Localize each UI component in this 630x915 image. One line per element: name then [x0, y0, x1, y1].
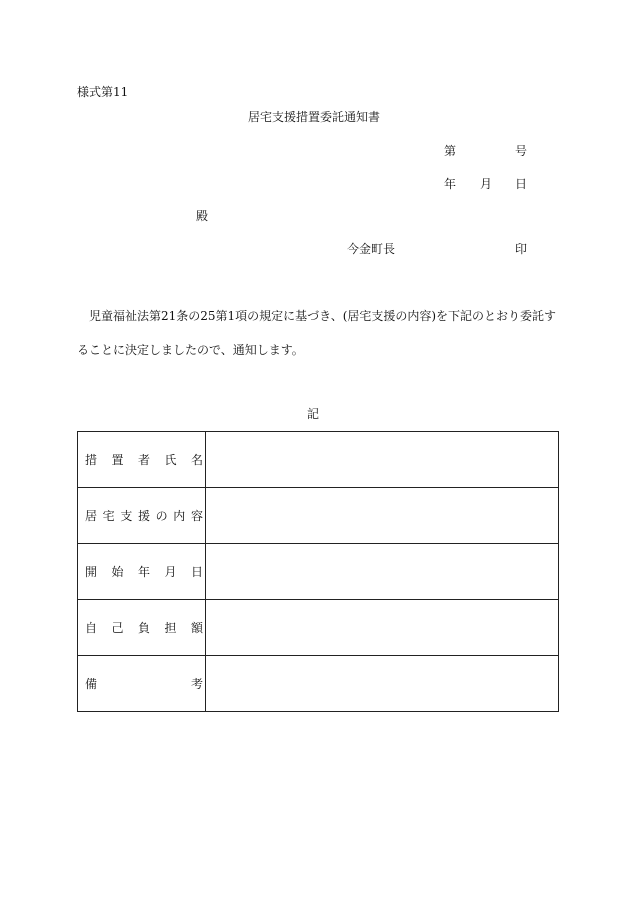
table-row: [78, 488, 559, 544]
row-label-cell: [78, 432, 206, 488]
table-row: [78, 432, 559, 488]
number-prefix: 第: [444, 144, 457, 158]
table-row: [78, 544, 559, 600]
label-char: 月: [164, 565, 177, 579]
document-title: 居宅支援措置委託通知書: [248, 110, 381, 124]
form-number: 様式第11: [77, 85, 129, 99]
issuer-name: 今金町長: [347, 242, 396, 256]
row-label-cell: [78, 488, 206, 544]
number-suffix: 号: [515, 144, 528, 158]
label-char: 容: [190, 509, 203, 523]
row-label-copayment: [85, 619, 203, 636]
table-row: [78, 656, 559, 712]
label-char: 担: [164, 621, 177, 635]
record-heading: 記: [307, 407, 320, 421]
label-char: 措: [85, 453, 98, 467]
body-line-2: ることに決定しましたので、通知します。: [77, 343, 304, 357]
row-value-cell[interactable]: [206, 432, 559, 488]
row-value-cell[interactable]: [206, 656, 559, 712]
row-label-remarks: [85, 675, 203, 692]
body-line-1: 児童福祉法第21条の25第1項の規定に基づき、(居宅支援の内容)を下記のとおり委託す: [89, 309, 557, 323]
label-char: 年: [137, 565, 150, 579]
row-label-cell: [78, 544, 206, 600]
label-char: 負: [137, 621, 150, 635]
row-label-cell: [78, 600, 206, 656]
label-char: 己: [111, 621, 124, 635]
date-day: 日: [515, 177, 528, 191]
row-label-start-date: [85, 563, 203, 580]
label-char: 自: [85, 621, 98, 635]
label-char: の: [155, 509, 168, 523]
label-char: 日: [190, 565, 203, 579]
record-table: [77, 431, 559, 712]
label-char: 始: [111, 565, 124, 579]
row-label-cell: [78, 656, 206, 712]
label-char: 名: [190, 453, 203, 467]
row-value-cell[interactable]: [206, 600, 559, 656]
label-char: 備: [85, 677, 98, 691]
label-char: 額: [190, 621, 203, 635]
table-row: [78, 600, 559, 656]
issuer-seal: 印: [515, 242, 528, 256]
label-char: 内: [173, 509, 186, 523]
label-char: 考: [190, 677, 203, 691]
label-char: 居: [85, 509, 98, 523]
date-year: 年: [444, 177, 457, 191]
label-char: 支: [120, 509, 133, 523]
row-label-support-content: [85, 507, 203, 524]
row-label-measure-target-name: [85, 451, 203, 468]
label-char: 者: [137, 453, 150, 467]
label-char: 宅: [102, 509, 115, 523]
label-char: 氏: [164, 453, 177, 467]
label-char: 置: [111, 453, 124, 467]
label-char: 開: [85, 565, 98, 579]
addressee-suffix: 殿: [196, 209, 209, 223]
row-value-cell[interactable]: [206, 544, 559, 600]
date-month: 月: [480, 177, 493, 191]
row-value-cell[interactable]: [206, 488, 559, 544]
label-char: 援: [137, 509, 150, 523]
